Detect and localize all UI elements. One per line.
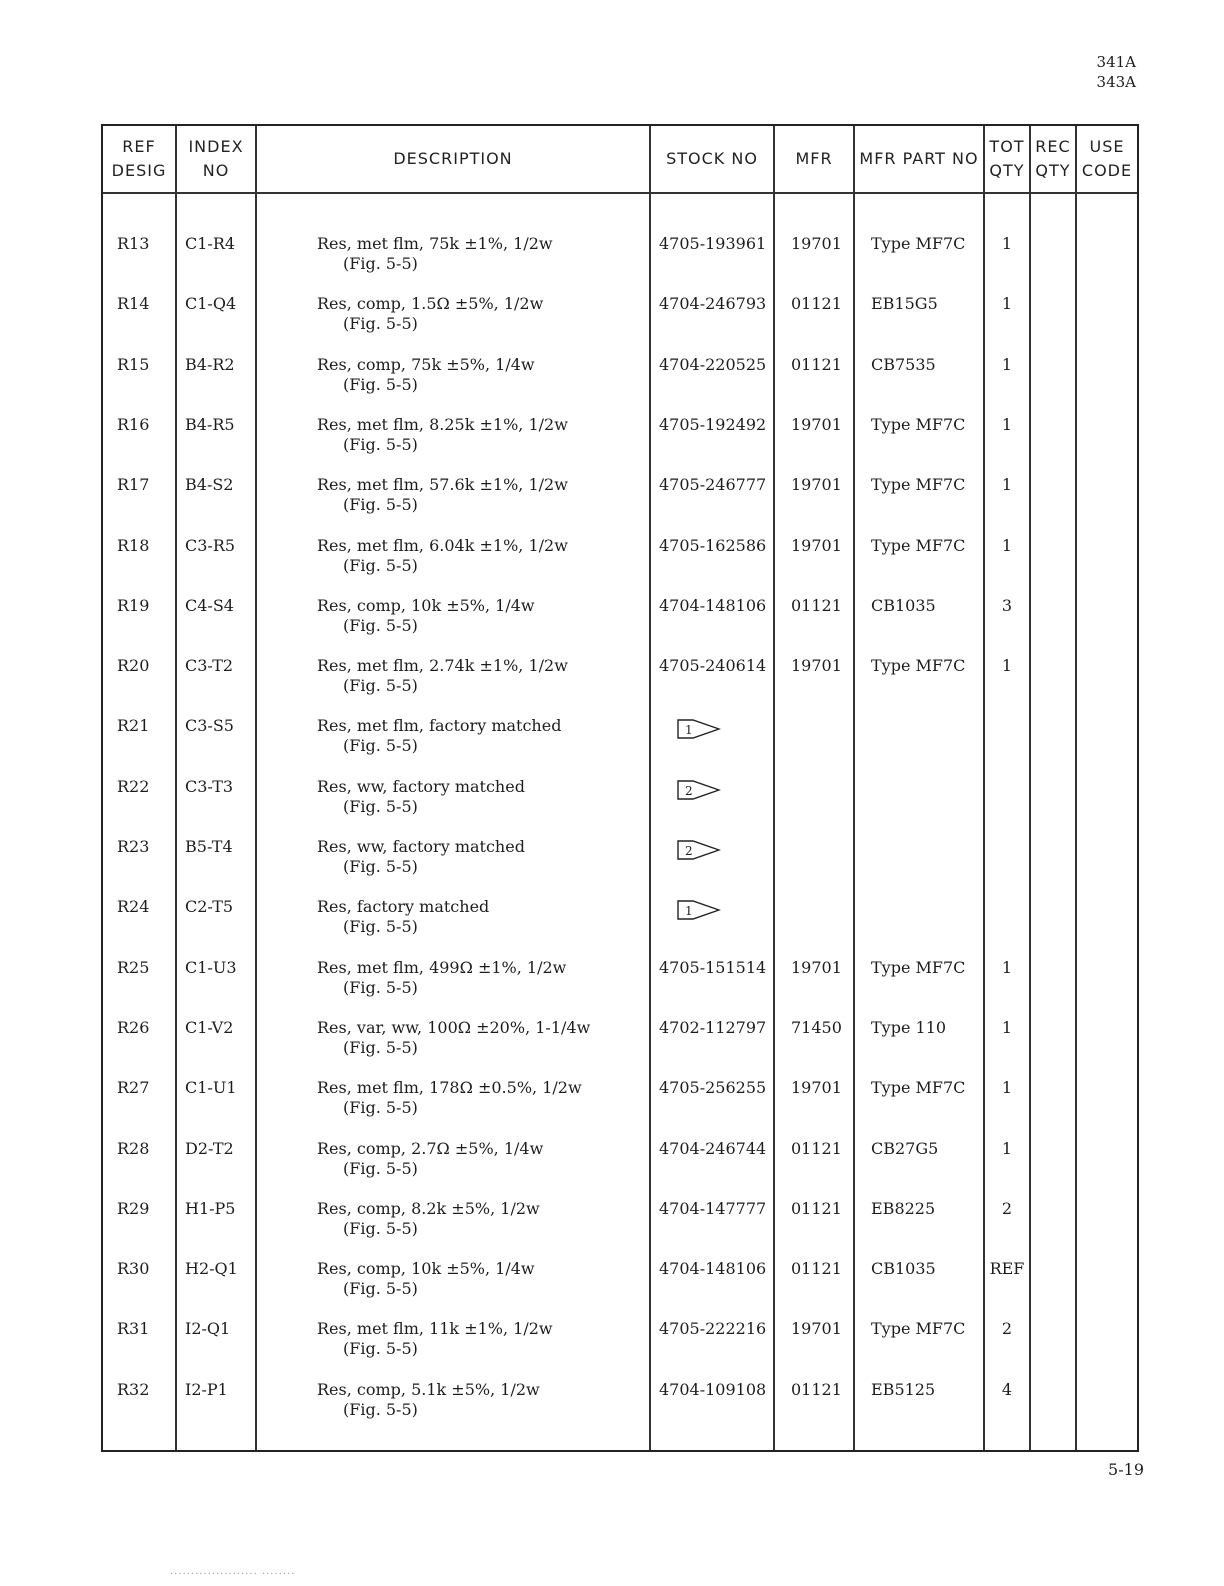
- figure-reference: (Fig. 5-5): [343, 977, 418, 997]
- description-cell: [317, 415, 568, 455]
- description-text: Res, var, ww, 100Ω ±20%, 1-1/4w: [317, 1017, 591, 1037]
- figure-reference: (Fig. 5-5): [343, 615, 418, 635]
- description-cell: [317, 1380, 540, 1420]
- description-text: Res, met flm, 8.25k ±1%, 1/2w: [317, 414, 568, 434]
- index-no-cell: C2-T5: [185, 897, 234, 917]
- description-cell: [317, 1259, 535, 1299]
- description-cell: [317, 1139, 543, 1179]
- table-row: [103, 1259, 1137, 1319]
- index-no-cell: D2-T2: [185, 1138, 234, 1158]
- index-no-cell: C3-R5: [185, 535, 236, 555]
- figure-reference: (Fig. 5-5): [343, 736, 418, 756]
- mfr-part-no-cell: Type MF7C: [871, 414, 966, 434]
- ref-desig-cell: R26: [117, 1017, 150, 1037]
- mfr-cell: 01121: [791, 1259, 842, 1279]
- stock-no-cell: 4705-162586: [659, 535, 767, 555]
- ref-desig-cell: R18: [117, 535, 150, 555]
- stock-no-cell: 4704-246793: [659, 294, 767, 314]
- mfr-part-no-cell: EB5125: [871, 1379, 936, 1399]
- description-text: Res, comp, 1.5Ω ±5%, 1/2w: [317, 294, 544, 314]
- figure-reference: (Fig. 5-5): [343, 857, 418, 876]
- figure-reference: (Fig. 5-5): [343, 495, 418, 515]
- footer-dot-leader: ..................... ........: [170, 1566, 296, 1577]
- stock-no-cell: 4704-147777: [659, 1198, 767, 1218]
- header-use-code: USE CODE: [1081, 137, 1133, 180]
- tot-qty-cell: 3: [1001, 595, 1013, 615]
- header-description: DESCRIPTION: [393, 149, 513, 168]
- model-number-line2: 343A: [1096, 73, 1136, 91]
- index-no-cell: C3-S5: [185, 716, 234, 736]
- table-row: [103, 656, 1137, 716]
- index-no-cell: B4-R5: [185, 414, 235, 434]
- tot-qty-cell: 1: [1001, 354, 1013, 374]
- ref-desig-cell: R31: [117, 1319, 150, 1339]
- description-text: Res, comp, 75k ±5%, 1/4w: [317, 354, 535, 374]
- index-no-cell: B5-T4: [185, 837, 233, 856]
- description-cell: [317, 837, 525, 877]
- stock-no-cell: 4705-256255: [659, 1078, 767, 1098]
- index-no-cell: C4-S4: [185, 595, 234, 615]
- stock-no-cell: 4704-109108: [659, 1379, 767, 1399]
- description-cell: [317, 294, 543, 334]
- index-no-cell: C1-U1: [185, 1078, 237, 1098]
- stock-no-cell: 4705-193961: [659, 234, 767, 253]
- table-row: [103, 897, 1137, 957]
- ref-desig-cell: R20: [117, 656, 150, 676]
- ref-desig-cell: R19: [117, 595, 150, 615]
- ref-desig-cell: R13: [117, 234, 150, 253]
- ref-desig-cell: R17: [117, 475, 150, 495]
- description-text: Res, comp, 8.2k ±5%, 1/2w: [317, 1198, 540, 1218]
- mfr-cell: 01121: [791, 1138, 842, 1158]
- mfr-cell: 19701: [791, 656, 842, 676]
- description-text: Res, met flm, 6.04k ±1%, 1/2w: [317, 535, 568, 555]
- header-mfr: MFR: [795, 149, 833, 168]
- mfr-cell: 71450: [791, 1017, 842, 1037]
- tot-qty-cell: 1: [1001, 656, 1013, 676]
- tot-qty-cell: 1: [1001, 234, 1013, 253]
- description-cell: [317, 1018, 590, 1058]
- stock-no-cell: 4705-151514: [659, 957, 767, 977]
- tot-qty-cell: 1: [1001, 294, 1013, 314]
- table-row: [103, 1018, 1137, 1078]
- figure-reference: (Fig. 5-5): [343, 676, 418, 696]
- note-flag-icon: [677, 839, 721, 861]
- figure-reference: (Fig. 5-5): [343, 1399, 418, 1419]
- figure-reference: (Fig. 5-5): [343, 917, 418, 937]
- parts-list-table: [101, 124, 1139, 1452]
- description-text: Res, comp, 10k ±5%, 1/4w: [317, 595, 535, 615]
- figure-reference: (Fig. 5-5): [343, 1218, 418, 1238]
- ref-desig-cell: R23: [117, 837, 150, 856]
- mfr-part-no-cell: CB1035: [871, 1259, 936, 1279]
- description-cell: [317, 716, 561, 756]
- description-cell: [317, 596, 535, 636]
- table-row: [103, 415, 1137, 475]
- index-no-cell: C1-Q4: [185, 294, 237, 314]
- description-text: Res, met flm, 57.6k ±1%, 1/2w: [317, 475, 568, 495]
- ref-desig-cell: R14: [117, 294, 150, 314]
- figure-reference: (Fig. 5-5): [343, 434, 418, 454]
- mfr-cell: 01121: [791, 354, 842, 374]
- mfr-cell: 19701: [791, 475, 842, 495]
- stock-no-cell: 4704-148106: [659, 1259, 767, 1279]
- tot-qty-cell: 4: [1001, 1379, 1013, 1399]
- description-text: Res, factory matched: [317, 897, 490, 917]
- figure-reference: (Fig. 5-5): [343, 1098, 418, 1118]
- stock-no-cell: 4704-246744: [659, 1138, 767, 1158]
- mfr-cell: 19701: [791, 1078, 842, 1098]
- tot-qty-cell: 1: [1001, 1138, 1013, 1158]
- table-row: [103, 1319, 1137, 1379]
- description-text: Res, comp, 10k ±5%, 1/4w: [317, 1259, 535, 1279]
- tot-qty-cell: REF: [989, 1259, 1025, 1279]
- note-flag-number: 1: [685, 723, 693, 738]
- tot-qty-cell: 1: [1001, 414, 1013, 434]
- tot-qty-cell: 1: [1001, 535, 1013, 555]
- description-cell: [317, 1078, 582, 1118]
- description-cell: [317, 777, 525, 817]
- table-row: [103, 294, 1137, 354]
- mfr-part-no-cell: Type 110: [871, 1017, 947, 1037]
- stock-no-cell: 4704-220525: [659, 354, 767, 374]
- description-text: Res, ww, factory matched: [317, 837, 525, 856]
- table-row: [103, 777, 1137, 837]
- mfr-cell: 01121: [791, 1198, 842, 1218]
- ref-desig-cell: R32: [117, 1379, 150, 1399]
- table-row: [103, 716, 1137, 776]
- mfr-part-no-cell: EB8225: [871, 1198, 936, 1218]
- table-row: [103, 1380, 1137, 1440]
- figure-reference: (Fig. 5-5): [343, 1037, 418, 1057]
- description-text: Res, met flm, 11k ±1%, 1/2w: [317, 1319, 553, 1339]
- note-flag-icon: [677, 779, 721, 801]
- mfr-cell: 19701: [791, 957, 842, 977]
- table-row: [103, 234, 1137, 294]
- note-flag-icon: [677, 899, 721, 921]
- tot-qty-cell: 1: [1001, 957, 1013, 977]
- table-row: [103, 958, 1137, 1018]
- stock-no-cell: 4705-192492: [659, 414, 767, 434]
- ref-desig-cell: R21: [117, 716, 150, 736]
- description-text: Res, met flm, factory matched: [317, 716, 562, 736]
- mfr-part-no-cell: Type MF7C: [871, 957, 966, 977]
- ref-desig-cell: R24: [117, 897, 150, 917]
- figure-reference: (Fig. 5-5): [343, 1279, 418, 1299]
- mfr-part-no-cell: Type MF7C: [871, 656, 966, 676]
- figure-reference: (Fig. 5-5): [343, 796, 418, 816]
- index-no-cell: H2-Q1: [185, 1259, 238, 1279]
- index-no-cell: C3-T3: [185, 776, 234, 796]
- header-mfr-part-no: MFR PART NO: [859, 149, 979, 168]
- header-stock-no: STOCK NO: [666, 149, 758, 168]
- mfr-part-no-cell: CB7535: [871, 354, 936, 374]
- description-cell: [317, 1319, 553, 1359]
- header-index-no: INDEX NO: [188, 137, 244, 180]
- note-flag-number: 2: [685, 783, 693, 798]
- description-cell: [317, 234, 553, 274]
- table-row: [103, 1199, 1137, 1259]
- figure-reference: (Fig. 5-5): [343, 314, 418, 334]
- table-row: [103, 837, 1137, 897]
- tot-qty-cell: 1: [1001, 1078, 1013, 1098]
- tot-qty-cell: 1: [1001, 1017, 1013, 1037]
- ref-desig-cell: R16: [117, 414, 150, 434]
- figure-reference: (Fig. 5-5): [343, 254, 418, 273]
- index-no-cell: C1-U3: [185, 957, 237, 977]
- table-row: [103, 596, 1137, 656]
- description-cell: [317, 656, 568, 696]
- mfr-part-no-cell: Type MF7C: [871, 535, 966, 555]
- table-row: [103, 1078, 1137, 1138]
- mfr-part-no-cell: CB1035: [871, 595, 936, 615]
- note-flag-icon: [677, 718, 721, 740]
- index-no-cell: B4-R2: [185, 354, 235, 374]
- ref-desig-cell: R28: [117, 1138, 150, 1158]
- model-number-line1: 341A: [1096, 53, 1136, 71]
- header-rec-qty: REC QTY: [1035, 137, 1071, 180]
- stock-no-cell: 4705-240614: [659, 656, 767, 676]
- stock-no-cell: 4702-112797: [659, 1017, 767, 1037]
- index-no-cell: C3-T2: [185, 656, 234, 676]
- index-no-cell: I2-Q1: [185, 1319, 231, 1339]
- page-number: 5-19: [1108, 1460, 1144, 1479]
- figure-reference: (Fig. 5-5): [343, 1158, 418, 1178]
- header-divider: [103, 192, 1137, 194]
- index-no-cell: H1-P5: [185, 1198, 236, 1218]
- description-cell: [317, 475, 568, 515]
- note-flag-number: 1: [685, 904, 693, 919]
- description-cell: [317, 958, 566, 998]
- figure-reference: (Fig. 5-5): [343, 555, 418, 575]
- index-no-cell: I2-P1: [185, 1379, 228, 1399]
- mfr-part-no-cell: EB15G5: [871, 294, 938, 314]
- header-tot-qty: TOT QTY: [989, 137, 1025, 180]
- mfr-cell: 01121: [791, 595, 842, 615]
- mfr-cell: 19701: [791, 535, 842, 555]
- description-text: Res, comp, 5.1k ±5%, 1/2w: [317, 1379, 540, 1399]
- index-no-cell: C1-R4: [185, 234, 236, 253]
- description-cell: [317, 355, 535, 395]
- tot-qty-cell: 2: [1001, 1198, 1013, 1218]
- index-no-cell: C1-V2: [185, 1017, 234, 1037]
- tot-qty-cell: 1: [1001, 475, 1013, 495]
- mfr-cell: 19701: [791, 1319, 842, 1339]
- model-number: [1097, 52, 1136, 92]
- stock-no-cell: 4704-148106: [659, 595, 767, 615]
- figure-reference: (Fig. 5-5): [343, 374, 418, 394]
- mfr-part-no-cell: Type MF7C: [871, 475, 966, 495]
- mfr-part-no-cell: CB27G5: [871, 1138, 939, 1158]
- description-cell: [317, 1199, 540, 1239]
- description-text: Res, met flm, 75k ±1%, 1/2w: [317, 234, 553, 253]
- description-text: Res, met flm, 2.74k ±1%, 1/2w: [317, 656, 568, 676]
- mfr-part-no-cell: Type MF7C: [871, 234, 966, 253]
- description-text: Res, comp, 2.7Ω ±5%, 1/4w: [317, 1138, 544, 1158]
- mfr-cell: 19701: [791, 414, 842, 434]
- mfr-part-no-cell: Type MF7C: [871, 1078, 966, 1098]
- header-ref-desig: REF DESIG: [111, 137, 167, 180]
- ref-desig-cell: R27: [117, 1078, 150, 1098]
- ref-desig-cell: R25: [117, 957, 150, 977]
- mfr-cell: 01121: [791, 1379, 842, 1399]
- description-text: Res, met flm, 499Ω ±1%, 1/2w: [317, 957, 567, 977]
- ref-desig-cell: R30: [117, 1259, 150, 1279]
- ref-desig-cell: R29: [117, 1198, 150, 1218]
- table-row: [103, 355, 1137, 415]
- figure-reference: (Fig. 5-5): [343, 1339, 418, 1359]
- description-text: Res, ww, factory matched: [317, 776, 525, 796]
- ref-desig-cell: R22: [117, 776, 150, 796]
- description-cell: [317, 897, 489, 937]
- description-text: Res, met flm, 178Ω ±0.5%, 1/2w: [317, 1078, 582, 1098]
- mfr-cell: 01121: [791, 294, 842, 314]
- table-row: [103, 536, 1137, 596]
- index-no-cell: B4-S2: [185, 475, 234, 495]
- mfr-part-no-cell: Type MF7C: [871, 1319, 966, 1339]
- note-flag-number: 2: [685, 844, 693, 858]
- table-row: [103, 1139, 1137, 1199]
- description-cell: [317, 536, 568, 576]
- tot-qty-cell: 2: [1001, 1319, 1013, 1339]
- ref-desig-cell: R15: [117, 354, 150, 374]
- stock-no-cell: 4705-222216: [659, 1319, 767, 1339]
- table-row: [103, 475, 1137, 535]
- stock-no-cell: 4705-246777: [659, 475, 767, 495]
- mfr-cell: 19701: [791, 234, 842, 253]
